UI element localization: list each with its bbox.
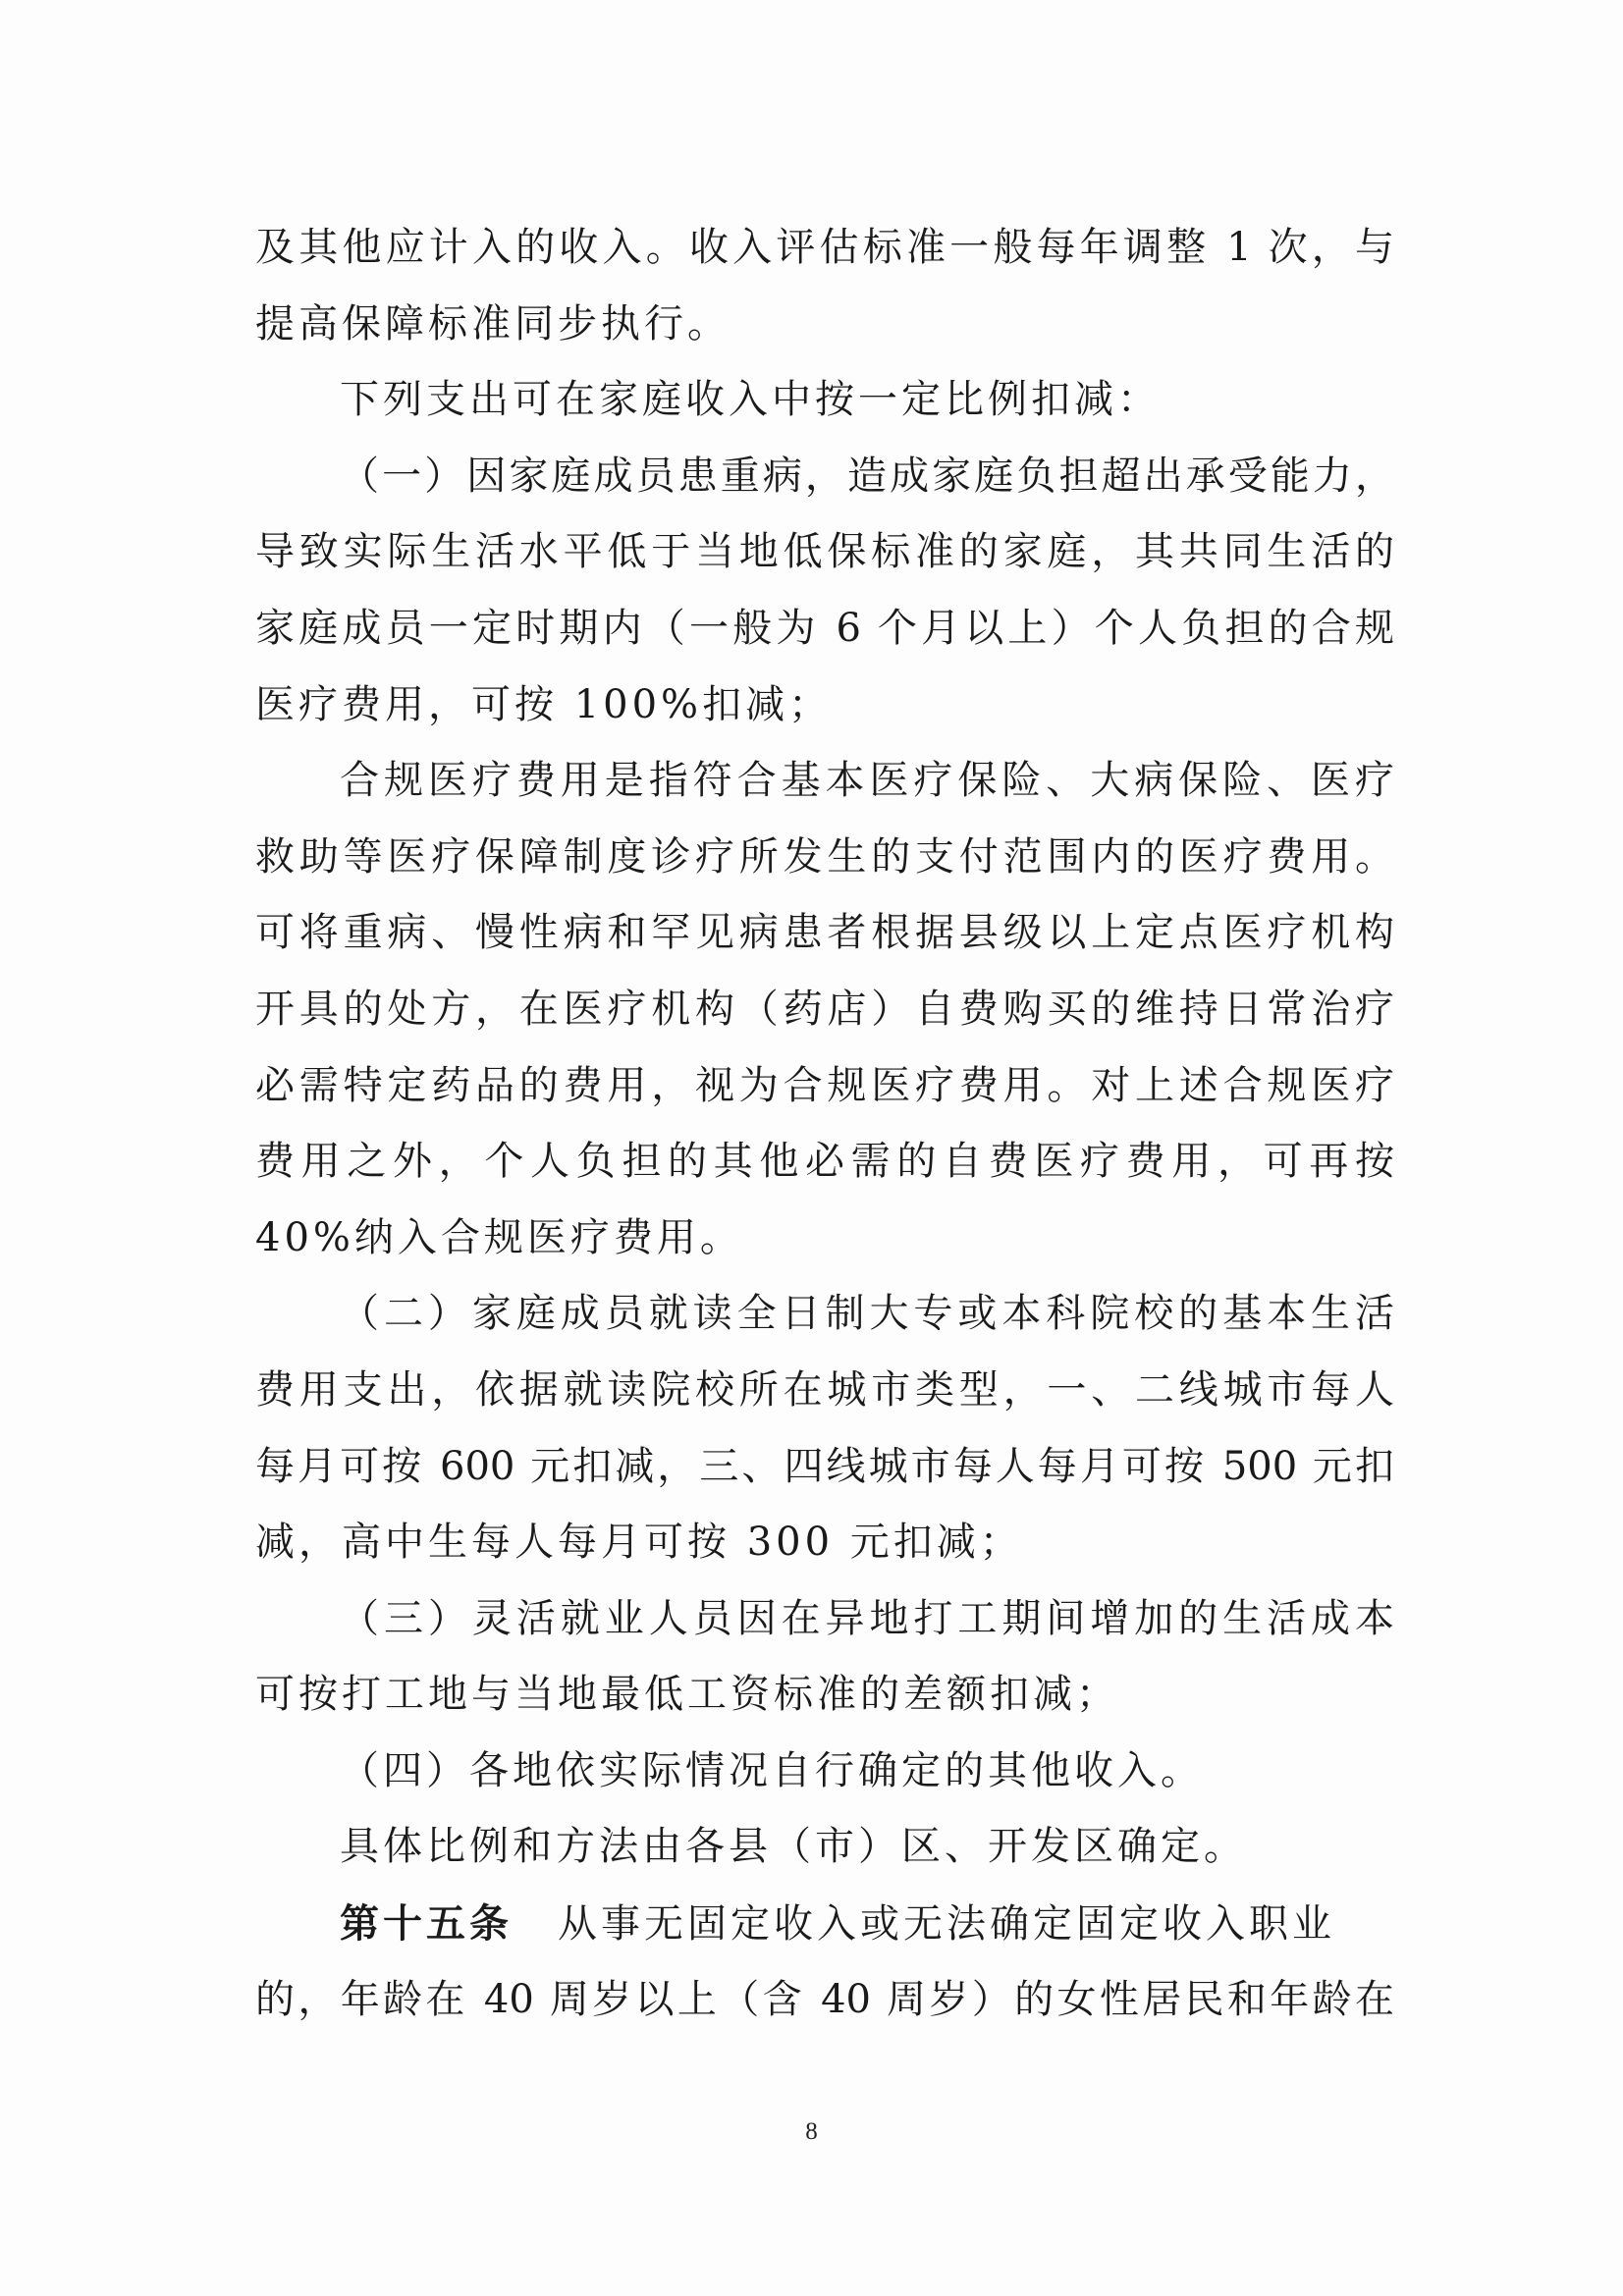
text-line: 提高保障标准同步执行。 [255, 300, 730, 347]
text-line: 每月可按 600 元扣减，三、四线城市每人每月可按 500 元扣 [255, 1443, 1394, 1489]
text-line: 医疗费用，可按 100%扣减； [255, 681, 833, 727]
text-line: （一）因家庭成员患重病，造成家庭负担超出承受能力， [340, 453, 1394, 499]
text-line: 救助等医疗保障制度诊疗所发生的支付范围内的医疗费用。 [255, 833, 1394, 880]
text-line: 家庭成员一定时期内（一般为 6 个月以上）个人负担的合规 [255, 605, 1394, 651]
text-line: 费用支出，依据就读院校所在城市类型，一、二线城市每人 [255, 1366, 1394, 1413]
page-number: 8 [805, 2118, 818, 2145]
text-line: 必需特定药品的费用，视为合规医疗费用。对上述合规医疗 [255, 1062, 1394, 1108]
article-text: 从事无固定收入或无法确定固定收入职业 [558, 1901, 1335, 1948]
article-label: 第十五条 [340, 1900, 513, 1948]
article-15-heading-line [255, 1886, 1394, 1962]
text-line: （三）灵活就业人员因在异地打工期间增加的生活成本 [340, 1595, 1394, 1641]
text-line: 导致实际生活水平低于当地低保标准的家庭，其共同生活的 [255, 529, 1394, 575]
text-line: 可将重病、慢性病和罕见病患者根据县级以上定点医疗机构 [255, 910, 1394, 956]
text-line: 及其他应计入的收入。收入评估标准一般每年调整 1 次，与 [255, 225, 1394, 270]
document-body [255, 210, 1394, 2038]
text-line: （二）家庭成员就读全日制大专或本科院校的基本生活 [340, 1291, 1394, 1337]
text-line: 40%纳入合规医疗费用。 [255, 1214, 743, 1260]
text-line: 具体比例和方法由各县（市）区、开发区确定。 [340, 1824, 1247, 1870]
text-line: 下列支出可在家庭收入中按一定比例扣减： [340, 377, 1161, 423]
text-line: （四）各地依实际情况自行确定的其他收入。 [340, 1747, 1204, 1793]
text-line: 开具的处方，在医疗机构（药店）自费购买的维持日常治疗 [255, 986, 1394, 1032]
text-line: 合规医疗费用是指符合基本医疗保险、大病保险、医疗 [340, 758, 1394, 804]
text-line: 的，年龄在 40 周岁以上（含 40 周岁）的女性居民和年龄在 [255, 1976, 1394, 2022]
text-line: 费用之外，个人负担的其他必需的自费医疗费用，可再按 [255, 1139, 1394, 1185]
text-line: 可按打工地与当地最低工资标准的差额扣减； [255, 1672, 1119, 1718]
text-line: 减，高中生每人每月可按 300 元扣减； [255, 1520, 1023, 1566]
